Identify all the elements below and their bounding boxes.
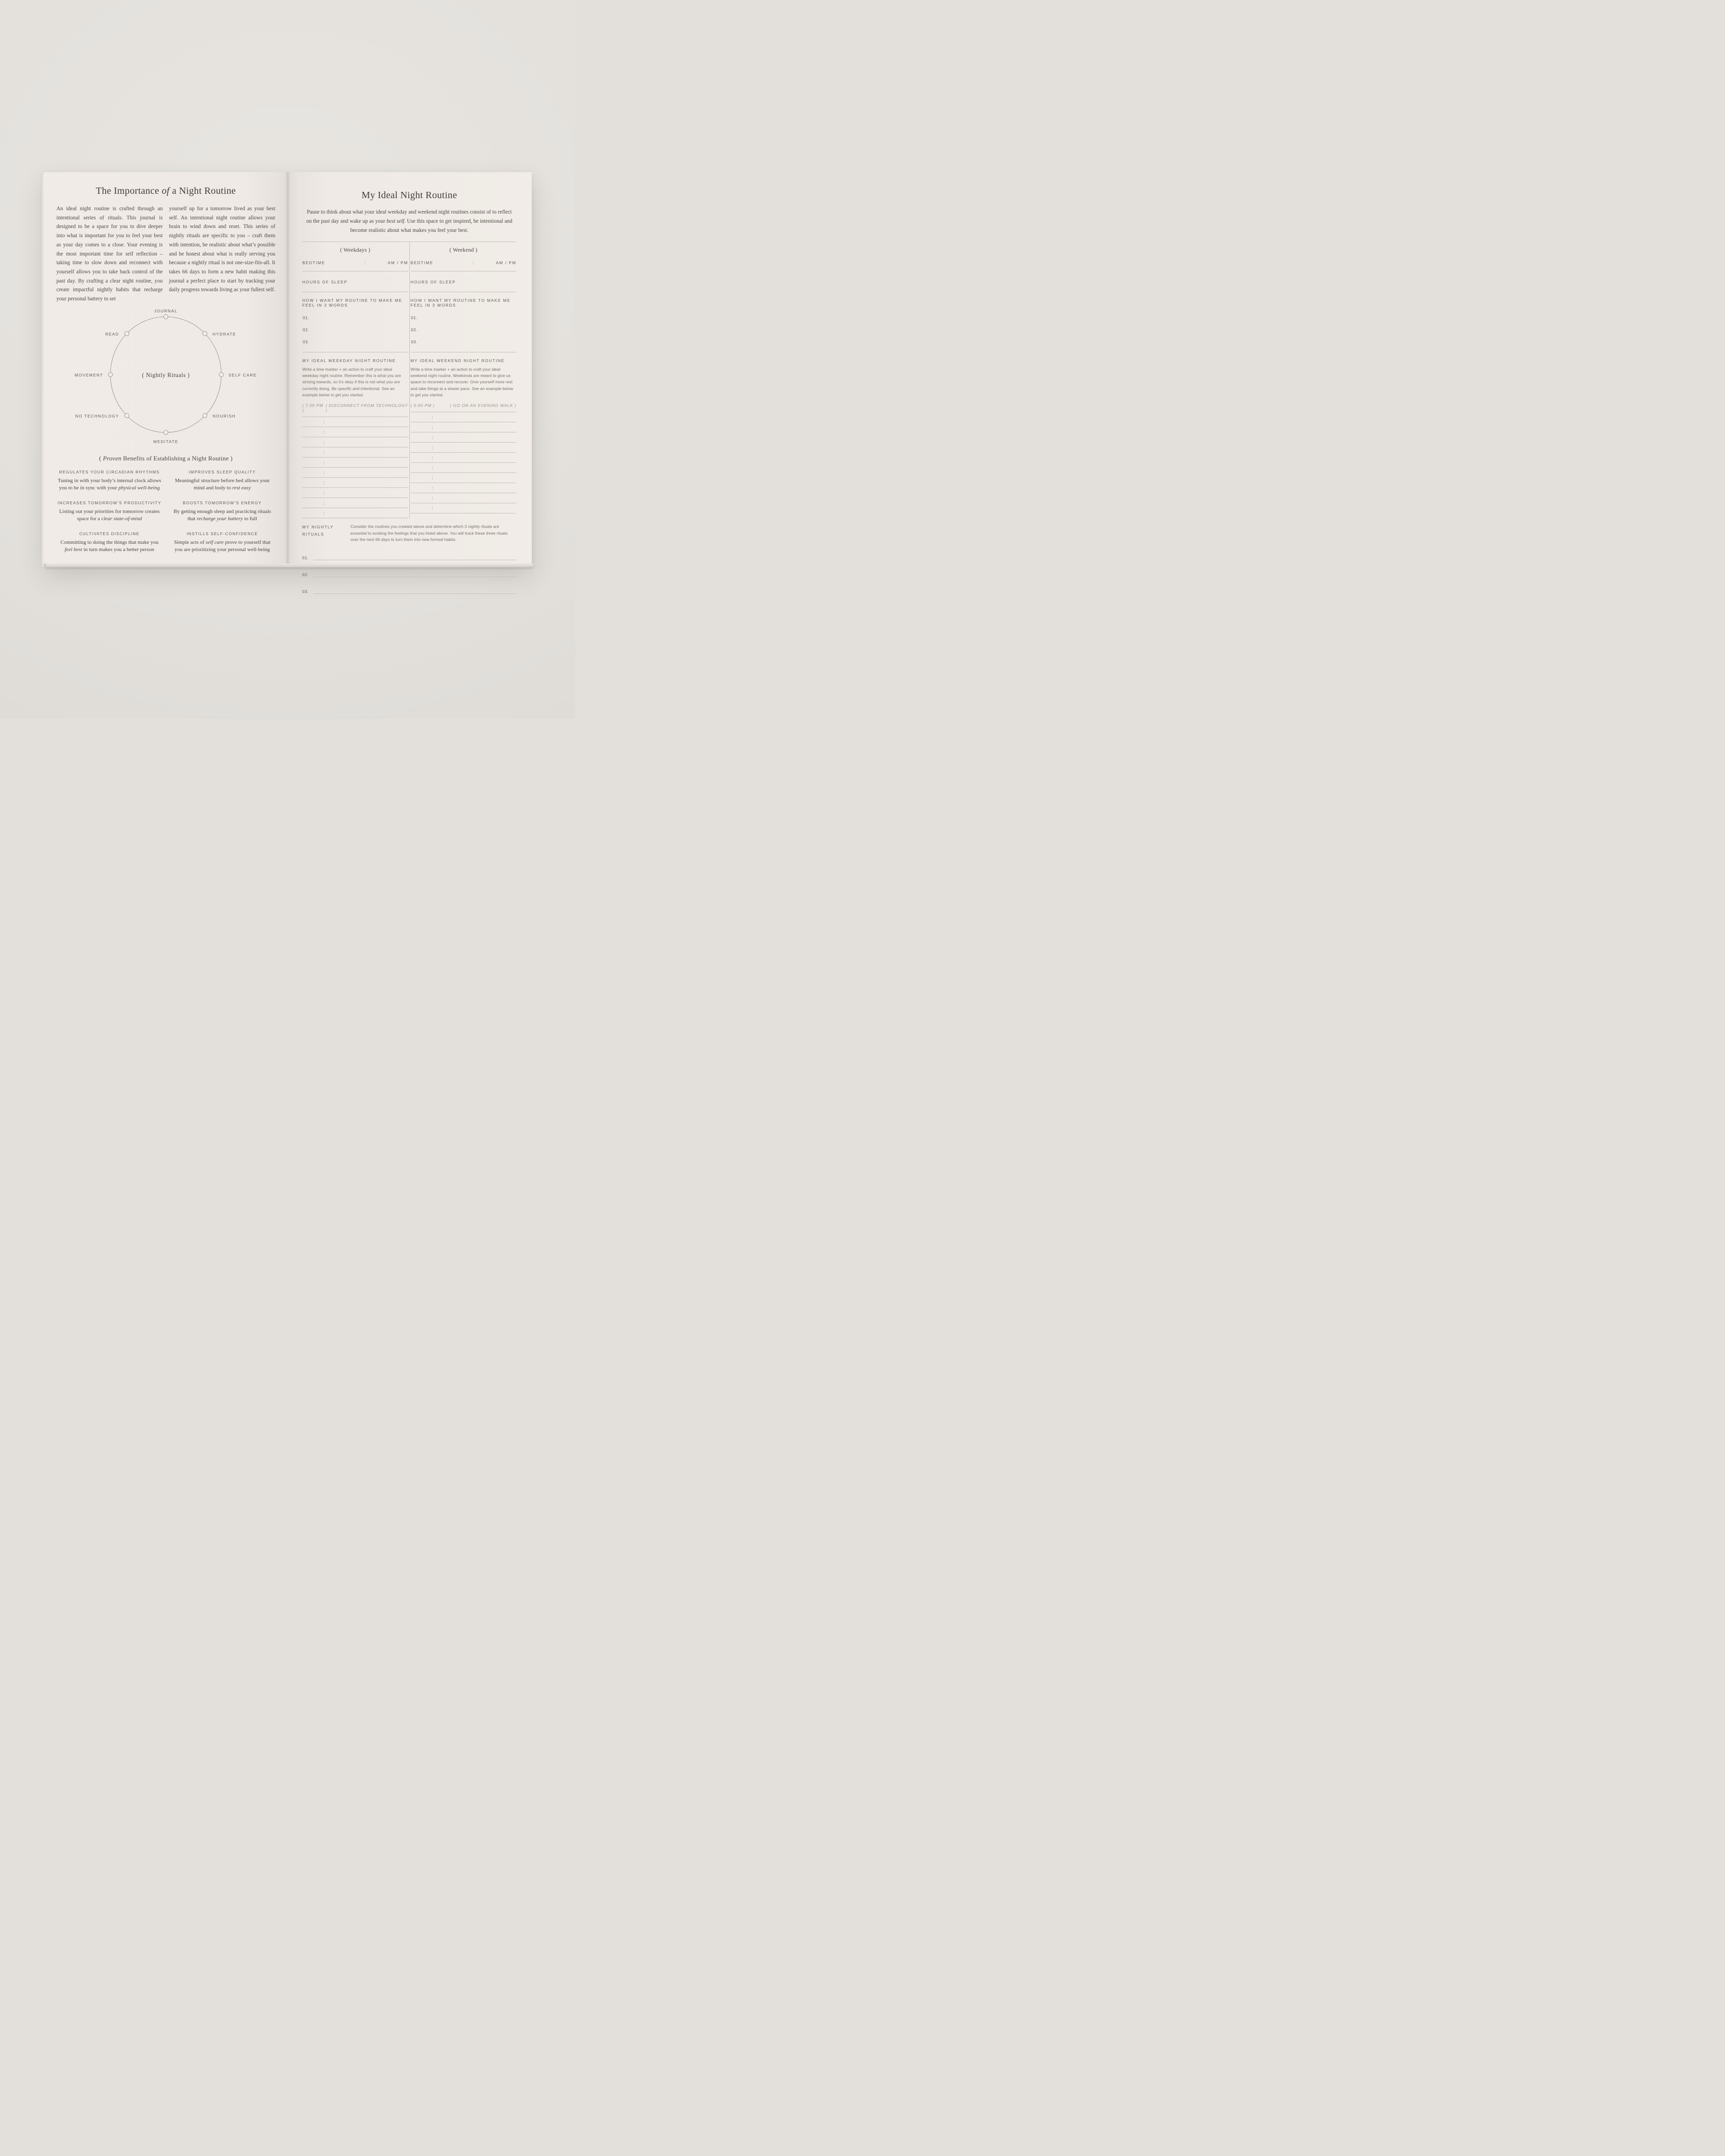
benefit-title: INSTILLS SELF-CONFIDENCE bbox=[187, 531, 258, 536]
routine-entry-row bbox=[411, 432, 517, 443]
instruction-text: to evoking the feelings that you listed above. You will track these three rituals over the next 66 days to turn them into new formed habits. bbox=[350, 530, 508, 542]
benefit-title: REGULATES YOUR CIRCADIAN RHYTHMS bbox=[59, 469, 160, 474]
time-colon: : bbox=[431, 415, 433, 420]
routine-entry-row bbox=[302, 417, 408, 427]
routine-entry-row bbox=[411, 493, 517, 503]
routine-entry-row bbox=[411, 412, 517, 422]
diagram-label-no-technology: NO TECHNOLOGY bbox=[75, 413, 119, 418]
right-page-intro bbox=[304, 208, 514, 235]
example-action: ( GO ON AN EVENING WALK ) bbox=[450, 403, 516, 408]
intro-paragraph-column-1: An ideal night routine is crafted through an intentional series of rituals. This journal is designed to be a space for you to dive deeper into what is important for you to feel your best as your day comes to a close. Your evening is the most important time for self reflection – taking time to slow down and reconnect with yourself allows you to take back control of the past day. By crafting a clear night routine, you create impactful nightly habits that recharge your personal battery to set bbox=[56, 206, 163, 302]
bedtime-field bbox=[302, 260, 408, 271]
diagram-center-label: ( Nightly Rituals ) bbox=[142, 371, 190, 378]
weekend-routine-instructions bbox=[411, 366, 517, 398]
time-colon: : bbox=[431, 475, 433, 481]
right-page bbox=[288, 172, 532, 594]
instruction-text-italic: See an example below to get you started. bbox=[410, 386, 513, 397]
feel-in-3-words-label: HOW I WANT MY ROUTINE TO MAKE ME FEEL IN 3 WORDS bbox=[410, 298, 511, 308]
routine-entry-row bbox=[302, 437, 408, 447]
hours-of-sleep-label: HOURS OF SLEEP bbox=[302, 280, 348, 284]
benefit-title: INCREASES TOMORROW’S PRODUCTIVITY bbox=[57, 500, 162, 505]
ritual-number: 02. bbox=[302, 572, 309, 577]
routine-entry-row bbox=[411, 503, 517, 513]
word-number-03: 03. bbox=[411, 339, 418, 344]
benefit-body bbox=[170, 539, 274, 554]
time-colon: : bbox=[431, 465, 433, 471]
word-number-02: 02. bbox=[411, 327, 418, 332]
benefit-item-discipline bbox=[57, 531, 162, 554]
benefit-item-circadian bbox=[57, 470, 162, 492]
diagram-label-movement: MOVEMENT bbox=[74, 372, 103, 377]
diagram-label-journal: JOURNAL bbox=[154, 308, 178, 313]
diagram-label-hydrate: HYDRATE bbox=[213, 331, 236, 337]
ritual-number: 03. bbox=[302, 589, 309, 594]
node-hydrate bbox=[203, 331, 207, 336]
ritual-line-03 bbox=[302, 589, 516, 594]
benefit-item-sleep-quality bbox=[170, 470, 274, 492]
benefit-title: CULTIVATES DISCIPLINE bbox=[79, 531, 140, 536]
weekend-column-header: ( Weekend ) bbox=[449, 247, 478, 253]
my-nightly-rituals-instructions bbox=[350, 524, 516, 543]
benefits-grid bbox=[56, 470, 275, 554]
instruction-text-italic: Be specific and intentional. See an example below to get you started. bbox=[302, 386, 395, 397]
node-no-technology bbox=[125, 413, 129, 418]
weekend-routine-title: MY IDEAL WEEKEND NIGHT ROUTINE bbox=[410, 358, 505, 363]
benefit-body bbox=[170, 477, 274, 492]
routine-columns bbox=[302, 242, 516, 518]
nightly-rituals-circle-diagram bbox=[56, 306, 275, 446]
benefit-text: prove to yourself that you are prioritizing your personal well-being bbox=[175, 539, 270, 553]
bedtime-field bbox=[411, 260, 517, 271]
bedtime-label: BEDTIME bbox=[302, 260, 325, 265]
routine-entry-row bbox=[302, 427, 408, 437]
benefits-heading bbox=[56, 455, 275, 462]
right-page-title: My Ideal Night Routine bbox=[361, 190, 458, 201]
weekday-routine-title: MY IDEAL WEEKDAY NIGHT ROUTINE bbox=[302, 358, 396, 363]
benefit-text: Tuning in with your body’s internal clock allows you to be in sync with your bbox=[57, 477, 162, 491]
instruction-text-italic: essential bbox=[350, 530, 367, 536]
bedtime-time-colon: : bbox=[364, 260, 366, 265]
routine-entry-row bbox=[302, 488, 408, 498]
time-colon: : bbox=[323, 419, 325, 425]
benefit-item-self-confidence bbox=[170, 531, 274, 554]
benefit-text: to full bbox=[243, 516, 257, 522]
benefit-text: Listing out your priorities for tomorrow creates space for a bbox=[59, 508, 160, 522]
node-read bbox=[125, 331, 129, 336]
benefit-text: Simple acts of bbox=[174, 539, 206, 545]
word-number-02: 02. bbox=[303, 327, 310, 332]
routine-entry-row bbox=[302, 447, 408, 458]
node-nourish bbox=[203, 413, 207, 418]
ritual-line-02 bbox=[302, 572, 516, 577]
benefits-heading-open: ( bbox=[99, 454, 103, 462]
three-words-list bbox=[302, 308, 408, 352]
routine-entry-row bbox=[411, 422, 517, 432]
node-journal bbox=[164, 314, 168, 319]
node-self-care bbox=[219, 372, 224, 377]
routine-entry-row bbox=[411, 453, 517, 463]
time-colon: : bbox=[323, 460, 325, 465]
journal-spread bbox=[44, 172, 532, 594]
word-number-03: 03. bbox=[303, 339, 310, 344]
weekend-example-row bbox=[411, 403, 517, 412]
instruction-text: Write a time marker + an action to craft your ideal weekend night routine. Weekends are meant to give us space to reconnect and recover. Give yourself more rest and take things at a slower pace. bbox=[410, 367, 513, 391]
node-movement bbox=[108, 372, 113, 377]
write-in-line bbox=[313, 593, 516, 594]
weekday-entry-rows bbox=[302, 417, 408, 518]
routine-entry-row bbox=[302, 498, 408, 508]
time-colon: : bbox=[431, 425, 433, 430]
am-pm-label: AM / PM bbox=[496, 260, 516, 265]
routine-entry-row bbox=[302, 458, 408, 468]
title-text: The Importance bbox=[95, 186, 162, 196]
routine-entry-row bbox=[302, 468, 408, 478]
time-colon: : bbox=[431, 506, 433, 511]
diagram-label-read: READ bbox=[105, 331, 119, 337]
ritual-line-01 bbox=[302, 555, 516, 560]
hours-of-sleep-field bbox=[302, 271, 408, 292]
hours-of-sleep-label: HOURS OF SLEEP bbox=[410, 280, 456, 284]
weekend-entry-rows bbox=[411, 412, 517, 513]
time-colon: : bbox=[323, 511, 325, 516]
time-colon: : bbox=[431, 455, 433, 460]
benefit-text: in turn makes you a better person bbox=[82, 547, 154, 553]
node-meditate bbox=[164, 430, 168, 434]
feel-in-3-words-label: HOW I WANT MY ROUTINE TO MAKE ME FEEL IN 3 WORDS bbox=[302, 298, 403, 308]
benefit-text: Meaningful structure before bed allows your mind and body to bbox=[175, 477, 270, 491]
nightly-rituals-answer-lines bbox=[302, 555, 516, 594]
benefit-body bbox=[57, 508, 162, 523]
benefit-text-italic: feel best bbox=[65, 547, 82, 553]
instruction-text: Write a time marker + an action to craft your ideal weekday night routine. Remember this is what you are striving towards, so it’s okay if this is not what you are currently doing. bbox=[302, 367, 401, 391]
intro-text-italic: best self bbox=[386, 218, 404, 224]
ritual-number: 01. bbox=[302, 555, 309, 560]
benefit-body bbox=[170, 508, 274, 523]
benefit-item-productivity bbox=[57, 500, 162, 523]
diagram-label-nourish: NOURISH bbox=[213, 413, 236, 418]
time-colon: : bbox=[323, 430, 325, 435]
diagram-label-meditate: MEDITATE bbox=[153, 439, 178, 444]
intro-text: . Use this space to get inspired, be intentional and become realistic about what makes you feel your best. bbox=[350, 218, 512, 233]
benefit-text: Committing to doing the things that make you bbox=[60, 539, 159, 545]
benefit-item-energy bbox=[170, 500, 274, 523]
label-line-1: MY NIGHTLY bbox=[302, 525, 334, 530]
time-colon: : bbox=[431, 435, 433, 440]
book-spine bbox=[285, 172, 290, 564]
word-number-01: 01. bbox=[411, 315, 418, 320]
time-colon: : bbox=[323, 490, 325, 496]
routine-entry-row bbox=[411, 443, 517, 453]
bedtime-time-colon: : bbox=[472, 260, 474, 265]
title-italic: of bbox=[162, 186, 170, 196]
intro-text-columns bbox=[56, 204, 275, 304]
write-in-line bbox=[313, 576, 516, 577]
intro-paragraph-column-2: yourself up for a tomorrow lived as your best self. An intentional night routine allows your brain to wind down and reset. This series of nightly rituals are specific to you – craft them with intention, be realistic about what’s possible and be honest about what is really serving you because a nightly ritual is not one-size-fits-all. It takes 66 days to form a new habit making this journal a perfect place to start by tracking your daily progress towards living as your fullest self. bbox=[169, 206, 275, 293]
time-colon: : bbox=[323, 470, 325, 475]
routine-entry-row bbox=[302, 508, 408, 518]
routine-entry-row bbox=[411, 463, 517, 473]
benefit-text-italic: self care bbox=[205, 539, 224, 545]
benefit-text: By getting enough sleep and practicing rituals that bbox=[173, 508, 271, 522]
time-colon: : bbox=[431, 445, 433, 450]
diagram-label-self-care: SELF CARE bbox=[229, 372, 257, 377]
benefit-body bbox=[57, 539, 162, 554]
routine-entry-row bbox=[411, 483, 517, 493]
benefits-heading-rest: Benefits of Establishing a Night Routine ) bbox=[121, 454, 233, 462]
left-page-title bbox=[56, 186, 275, 197]
benefit-text-italic: recharge your battery bbox=[197, 516, 243, 522]
time-colon: : bbox=[323, 440, 325, 445]
left-page bbox=[44, 172, 288, 564]
time-colon: : bbox=[323, 500, 325, 506]
three-words-list bbox=[411, 308, 517, 352]
word-number-01: 01. bbox=[303, 315, 310, 320]
time-colon: : bbox=[323, 450, 325, 455]
time-colon: : bbox=[431, 496, 433, 501]
benefit-text-italic: clear state-of-mind bbox=[101, 516, 142, 522]
columns-divider bbox=[409, 242, 410, 518]
instruction-text: Consider the routines you created above and determine which 3 nightly rituals are bbox=[350, 524, 499, 529]
benefit-text-italic: rest easy bbox=[232, 485, 251, 491]
weekday-routine-instructions bbox=[302, 366, 408, 398]
routine-entry-row bbox=[411, 473, 517, 483]
my-nightly-rituals-label bbox=[302, 524, 343, 543]
weekend-column bbox=[411, 242, 517, 518]
hours-of-sleep-field bbox=[411, 271, 517, 292]
benefit-title: IMPROVES SLEEP QUALITY bbox=[189, 469, 256, 474]
routine-entry-row bbox=[302, 478, 408, 488]
benefit-title: BOOSTS TOMORROW’S ENERGY bbox=[183, 500, 262, 505]
benefit-text-italic: physical well-being bbox=[118, 485, 160, 491]
time-colon: : bbox=[431, 485, 433, 491]
time-colon: : bbox=[323, 480, 325, 485]
weekday-example-row bbox=[302, 403, 408, 417]
example-action: ( DISCONNECT FROM TECHNOLOGY ) bbox=[325, 403, 408, 413]
weekdays-column bbox=[302, 242, 408, 518]
photo-backdrop bbox=[0, 0, 575, 719]
benefit-body bbox=[57, 477, 162, 492]
label-line-2: RITUALS bbox=[302, 532, 324, 537]
intro-text: Pause to think about what your ideal weekday and weekend night routines consist of to reflect on the past day and wake up as your bbox=[306, 209, 512, 224]
example-time: ( 5:00 PM ) bbox=[410, 403, 435, 408]
benefits-heading-italic: Proven bbox=[103, 454, 121, 462]
bedtime-label: BEDTIME bbox=[410, 260, 433, 265]
am-pm-label: AM / PM bbox=[388, 260, 408, 265]
write-in-line bbox=[313, 559, 516, 560]
example-time: ( 7:00 PM ) bbox=[302, 403, 323, 413]
title-text: a Night Routine bbox=[169, 186, 236, 196]
weekdays-column-header: ( Weekdays ) bbox=[340, 247, 371, 253]
my-nightly-rituals-section bbox=[302, 524, 516, 543]
